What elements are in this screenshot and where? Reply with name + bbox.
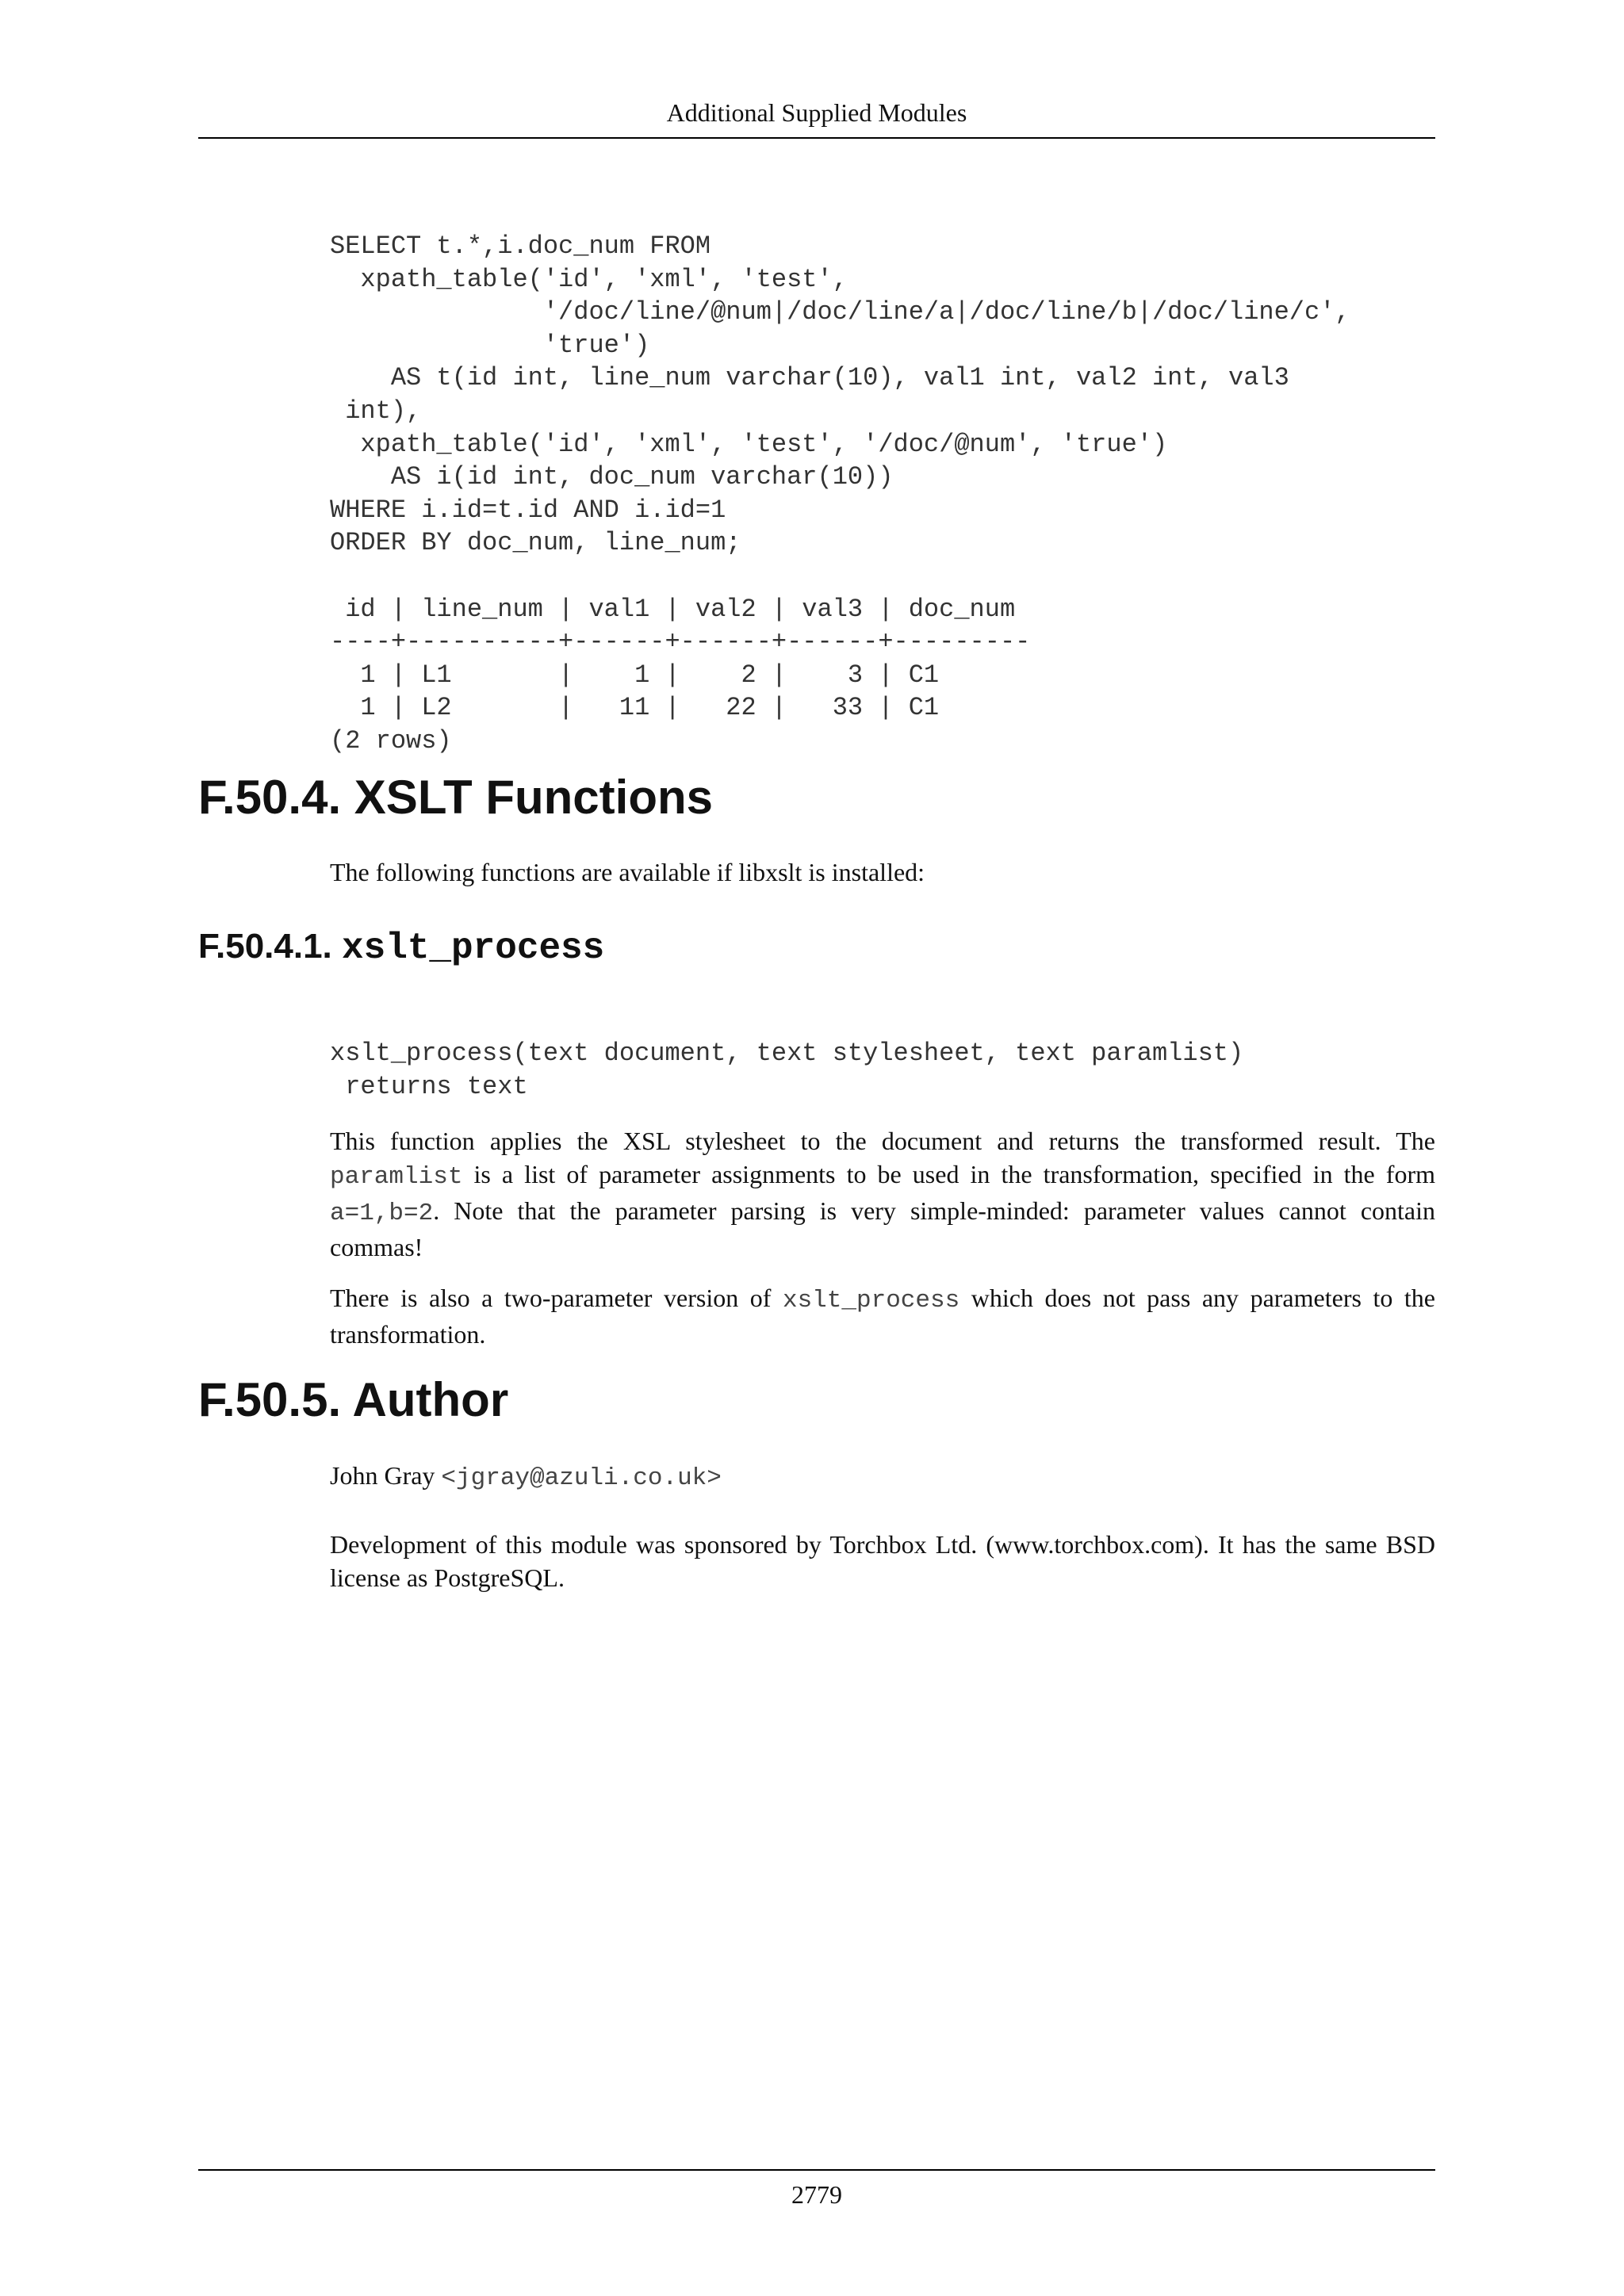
code-line: '/doc/line/@num|/doc/line/a|/doc/line/b|/doc/line/c', (330, 297, 1350, 327)
running-header: Additional Supplied Modules (666, 98, 967, 127)
subsection-number: F.50.4.1. (198, 927, 332, 966)
code-line: SELECT t.*,i.doc_num FROM (330, 232, 711, 261)
code-line: xpath_table('id', 'xml', 'test', '/doc/@num', 'true') (330, 429, 1168, 459)
subsection-heading-xslt-process (198, 924, 604, 970)
xslt-process-description (330, 1124, 1435, 1264)
header-rule (198, 137, 1435, 139)
text-run: is a list of parameter assignments to be used in the transformation, specified in the form (462, 1160, 1435, 1188)
code-line: WHERE i.id=t.id AND i.id=1 (330, 495, 726, 525)
text-run: . Note that the parameter parsing is very simple-minded: parameter values cannot contain commas! (330, 1196, 1435, 1261)
subsection-function-name: xslt_process (342, 928, 605, 969)
code-line: 1 | L1 | 1 | 2 | 3 | C1 (330, 660, 940, 690)
footer-rule (198, 2169, 1435, 2171)
function-signature-code (330, 1037, 1243, 1103)
page-number: 2779 (791, 2180, 842, 2209)
code-line: int), (330, 396, 422, 426)
inline-code-function: xslt_process (782, 1287, 960, 1314)
author-email: <jgray@azuli.co.uk> (441, 1464, 722, 1492)
sponsor-paragraph: Development of this module was sponsored by Torchbox Ltd. (www.torchbox.com). It has the same BSD license as PostgreSQL. (330, 1530, 1435, 1592)
text-run: which does not pass any parameters to the transformation. (330, 1284, 1436, 1349)
text-run: There is also a two-parameter version of (330, 1284, 783, 1312)
signature-line: xslt_process(text document, text stylesheet, text paramlist) (330, 1039, 1244, 1068)
author-line (330, 1459, 1435, 1495)
section-heading-xslt-functions: F.50.4. XSLT Functions (198, 771, 713, 824)
code-line: id | line_num | val1 | val2 | val3 | doc_num (330, 594, 1016, 624)
code-line: (2 rows) (330, 725, 452, 756)
xslt-intro-paragraph: The following functions are available if libxslt is installed: (330, 858, 925, 886)
code-line: AS i(id int, doc_num varchar(10)) (330, 462, 894, 492)
code-line: AS t(id int, line_num varchar(10), val1 int, val2 int, val3 (330, 363, 1289, 393)
code-line: 'true') (330, 330, 650, 360)
two-parameter-note (330, 1281, 1435, 1351)
sql-example-code (330, 230, 1350, 758)
code-line: 1 | L2 | 11 | 22 | 33 | C1 (330, 693, 940, 723)
code-line: ORDER BY doc_num, line_num; (330, 528, 741, 558)
code-line: ----+----------+------+------+------+--------- (330, 627, 1031, 657)
signature-line: returns text (330, 1071, 528, 1101)
text-run: This function applies the XSL stylesheet to the document and returns the transformed result. The (330, 1127, 1435, 1155)
code-line: xpath_table('id', 'xml', 'test', (330, 264, 848, 294)
inline-code-paramlist: paramlist (330, 1163, 463, 1191)
author-name: John Gray (330, 1461, 442, 1490)
section-heading-author: F.50.5. Author (198, 1373, 509, 1426)
inline-code-example: a=1,b=2 (330, 1200, 434, 1227)
